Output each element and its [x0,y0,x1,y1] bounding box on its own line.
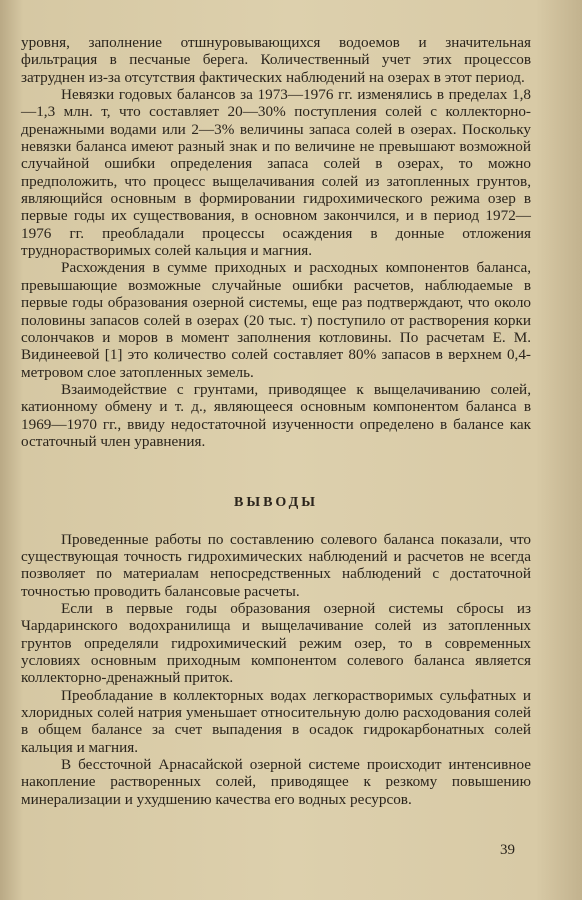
paragraph: В бессточной Арнасайской озерной системе происходит интенсивное накопление растворенных солей, приводящее к резкому повышению минерализации и ухудшению качества его водных ресурсов. [21,756,531,808]
body-text [21,34,531,808]
paragraph: Проведенные работы по составлению солевого баланса показали, что существующая точность гидрохимических наблюдений и расчетов не всегда позволяет по материалам непосредственных наблюдений с достаточной точностью проводить балансовые расчеты. [21,530,531,600]
paragraph: Невязки годовых балансов за 1973—1976 гг. изменялись в пределах 1,8—1,3 млн. т, что составляет 20—30% поступления солей с коллекторно-дренажными водами или 2—3% величины запаса солей в озерах. Поскольку невязки баланса имеют разный знак и по величине не превышают возможной случайной ошибки определения запаса солей в озерах, то можно предположить, что процесс выщелачивания солей из затопленных грунтов, являющийся основным в формировании гидрохимического режима озер в первые годы их существования, в основном закончился, и в период 1972—1976 гг. преобладали процессы осаждения в донные отложения труднорастворимых солей кальция и магния. [21,86,531,260]
paragraph: Расхождения в сумме приходных и расходных компонентов баланса, превышающие возможные случайные ошибки расчетов, наблюдаемые в первые годы образования озерной системы, еще раз подтверждают, что около половины запасов солей в озерах (20 тыс. т) поступило от растворения корки солончаков и моров в момент заполнения котловины. По расчетам Е. М. Видинеевой [1] это количество солей составляет 80% запасов в верхнем 0,4-метровом слое затопленных земель. [21,259,531,381]
section-heading: ВЫВОДЫ [234,495,318,511]
paragraph: Взаимодействие с грунтами, приводящее к выщелачиванию солей, катионному обмену и т. д., являющееся основным компонентом баланса в 1969—1970 гг., ввиду недостаточной изученности определено в балансе как остаточный член уравнения. [21,380,531,450]
paragraph: уровня, заполнение отшнуровывающихся водоемов и значительная фильтрация в песчаные берега. Количественный учет этих процессов затруднен из-за отсутствия фактических наблюдений на озерах в этот период. [21,34,531,86]
page-number: 39 [500,842,515,858]
paragraph: Если в первые годы образования озерной системы сбросы из Чардаринского водохранилища и выщелачивание солей из затопленных грунтов определяли гидрохимический режим озер, то в современных условиях основным приходным компонентом солевого баланса является коллекторно-дренажный приток. [21,599,531,687]
paragraph: Преобладание в коллекторных водах легкорастворимых сульфатных и хлоридных солей натрия уменьшает относительную долю расходования солей в общем балансе за счет выпадения в осадок гидрокарбонатных солей кальция и магния. [21,686,531,756]
